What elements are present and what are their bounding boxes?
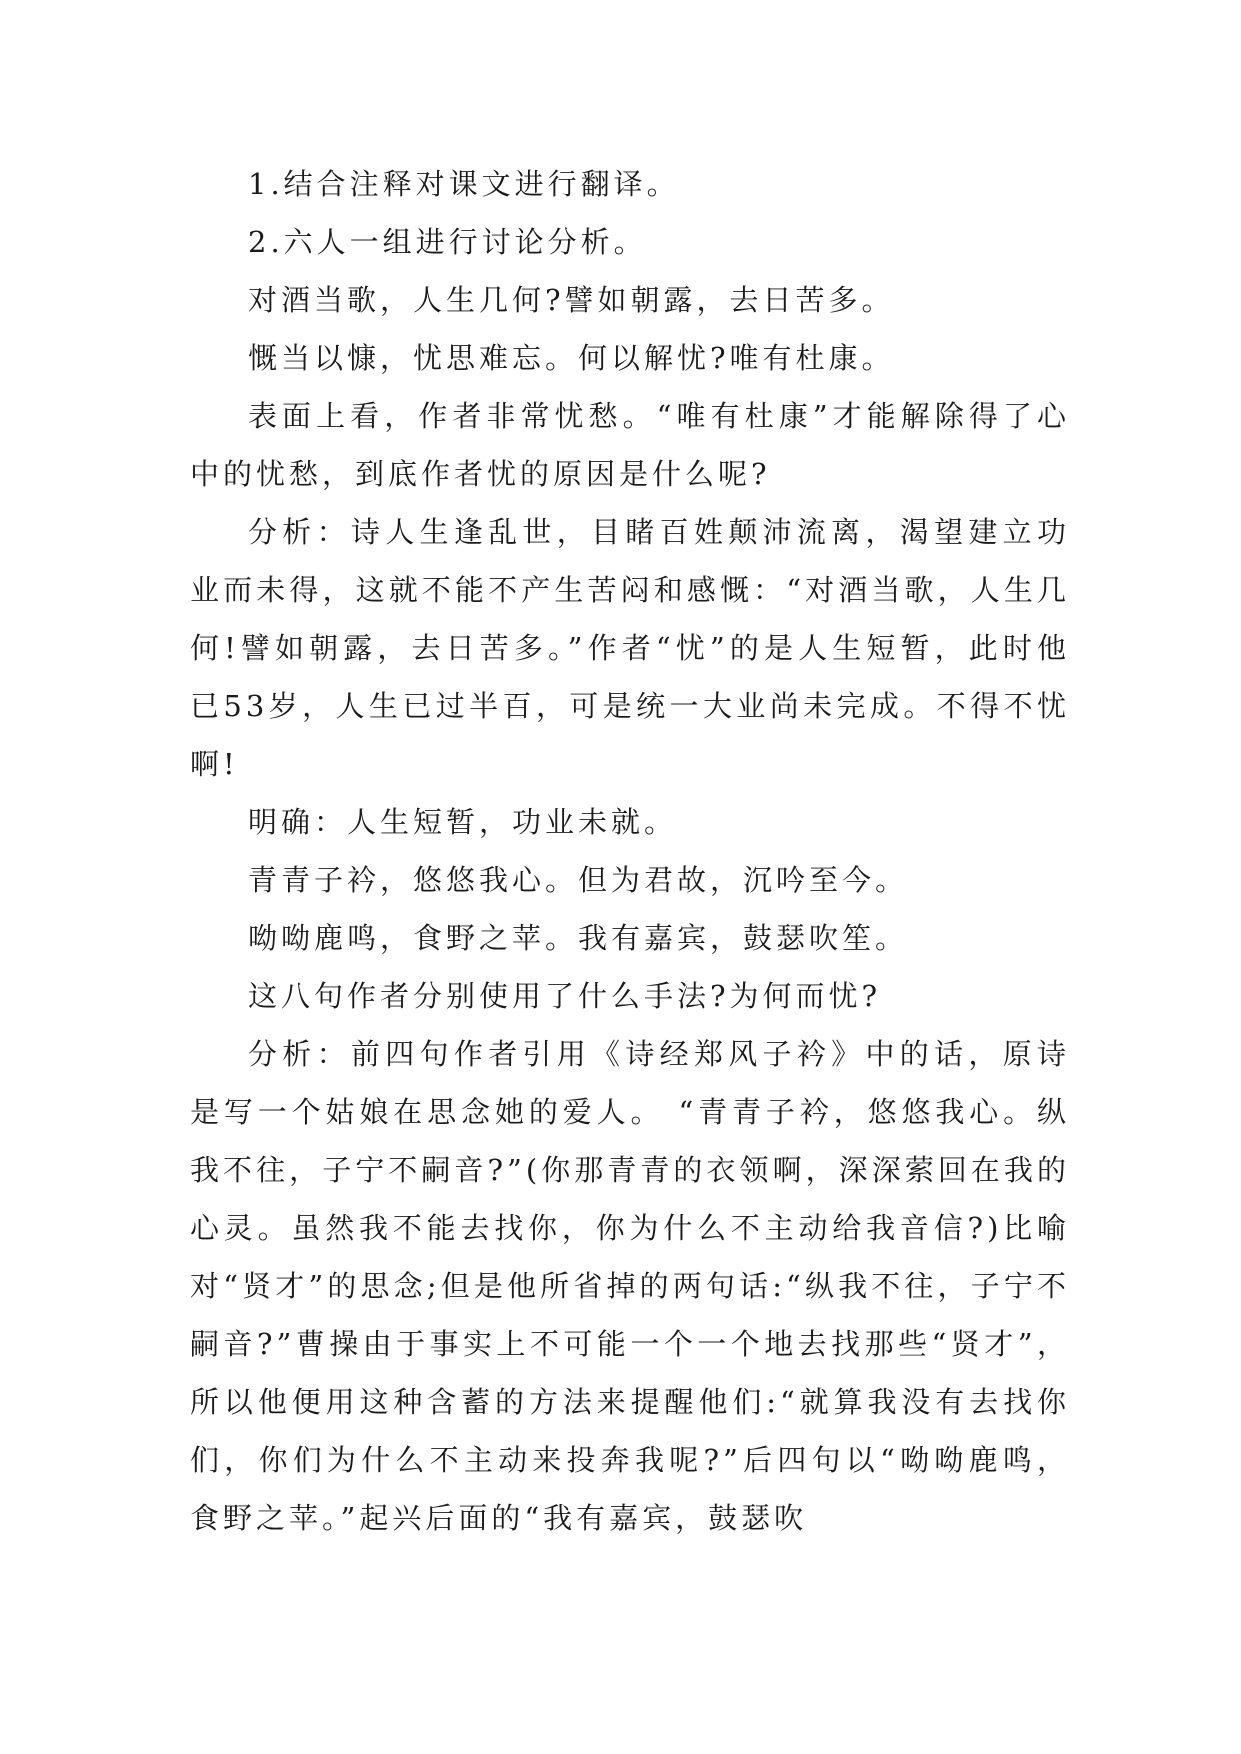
- paragraph-11: 分析：前四句作者引用《诗经郑风子衿》中的话，原诗是写一个姑娘在思念她的爱人。 “青青子衿，悠悠我心。纵我不往，子宁不嗣音?”(你那青青的衣领啊，深深萦回在我的心灵。虽然我不能去找你，你为什么不主动给我音信?)比喻对“贤才”的思念;但是他所省掉的两句话:“纵我不往，子宁不嗣音?”曹操由于事实上不可能一个一个地去找那些“贤才”，所以他便用这种含蓄的方法来提醒他们:“就算我没有去找你们，你们为什么不主动来投奔我呢?”后四句以“呦呦鹿鸣，食野之苹。”起兴后面的“我有嘉宾，鼓瑟吹: [190, 1037, 1070, 1535]
- paragraph-3: 对酒当歌，人生几何?譬如朝露，去日苦多。: [248, 283, 895, 317]
- paragraph-7: 明确：人生短暂，功业未就。: [248, 805, 678, 839]
- paragraph-2: 2.六人一组进行讨论分析。: [248, 225, 647, 259]
- document-page: [190, 155, 1070, 1547]
- paragraph-1: 1.结合注释对课文进行翻译。: [248, 167, 680, 201]
- paragraph-10: 这八句作者分别使用了什么手法?为何而忧?: [248, 979, 882, 1013]
- paragraph-9: 呦呦鹿鸣，食野之苹。我有嘉宾，鼓瑟吹笙。: [248, 921, 909, 955]
- paragraph-4: 慨当以慷，忧思难忘。何以解忧?唯有杜康。: [248, 341, 895, 375]
- paragraph-8: 青青子衿，悠悠我心。但为君故，沉吟至今。: [248, 863, 909, 897]
- paragraph-5: 表面上看，作者非常忧愁。“唯有杜康”才能解除得了心中的忧愁，到底作者忧的原因是什么呢?: [190, 399, 1070, 491]
- paragraph-6: 分析：诗人生逢乱世，目睹百姓颠沛流离，渴望建立功业而未得，这就不能不产生苦闷和感慨：“对酒当歌，人生几何!譬如朝露，去日苦多。”作者“忧”的是人生短暂，此时他已53岁，人生已过半百，可是统一大业尚未完成。不得不忧啊!: [190, 515, 1070, 781]
